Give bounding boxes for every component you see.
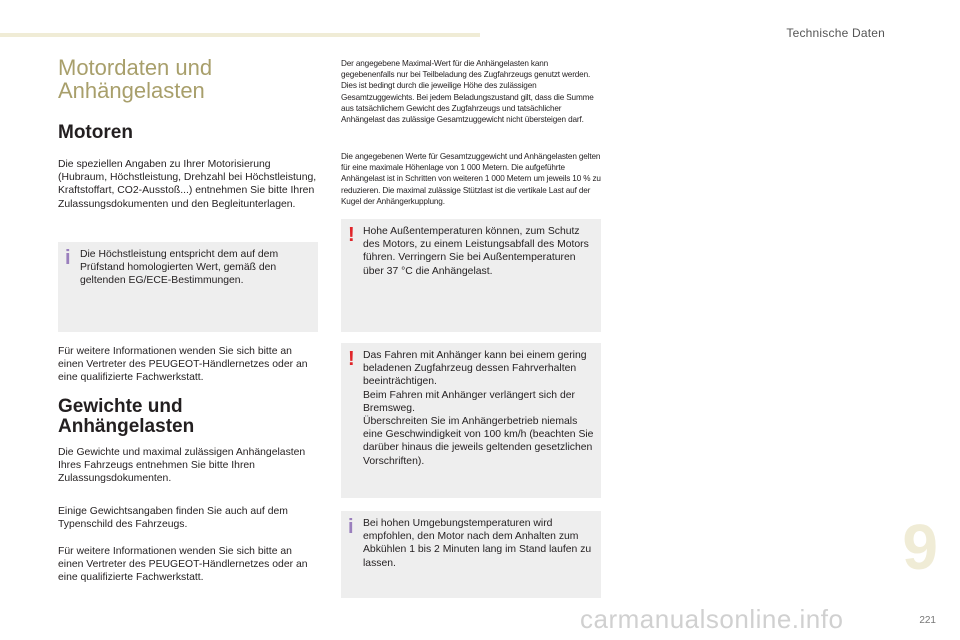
info-icon: i <box>348 516 354 538</box>
chapter-number: 9 <box>902 511 938 583</box>
warning-trailer-speed: Überschreiten Sie im Anhängerbetrieb niemals eine Geschwindigkeit von 100 km/h (beachten Sie darüber hinaus die jeweils geltenden gesetzlichen Vorschriften). <box>363 416 594 467</box>
header-accent-bar <box>0 33 480 37</box>
page-number: 221 <box>919 615 936 626</box>
info-box-power <box>58 242 318 332</box>
warning-trailer-braking: Beim Fahren mit Anhänger verlängert sich der Bremsweg. <box>363 389 575 414</box>
warning-box-temperature <box>341 219 601 332</box>
watermark: carmanualsonline.info <box>580 604 844 634</box>
warning-box-trailer-text <box>363 349 595 468</box>
info-box-cooling <box>341 511 601 598</box>
weights-heading <box>58 397 194 437</box>
weights-text: Die Gewichte und maximal zulässigen Anhängelasten Ihres Fahrzeugs entnehmen Sie bitte Ihren Zulassungsdokumenten. <box>58 447 306 485</box>
section-label: Technische Daten <box>786 26 885 40</box>
weights-plate-text: Einige Gewichtsangaben finden Sie auch auf dem Typenschild des Fahrzeugs. <box>58 506 288 531</box>
engines-heading: Motoren <box>58 122 133 143</box>
weights-more-info: Für weitere Informationen wenden Sie sich bitte an einen Vertreter des PEUGEOT-Händlernetzes oder an eine qualifizierte Fachwerkstatt. <box>58 546 308 584</box>
engines-more-info: Für weitere Informationen wenden Sie sich bitte an einen Vertreter des PEUGEOT-Händlernetzes oder an eine qualifizierte Fachwerkstatt. <box>58 346 308 384</box>
warning-box-temperature-text: Hohe Außentemperaturen können, zum Schutz des Motors, zu einem Leistungsabfall des Motors führen. Verringern Sie bei Außentemperaturen über 37 °C die Anhängelast. <box>363 226 589 277</box>
info-icon: i <box>65 247 71 269</box>
towing-note-1: Der angegebene Maximal-Wert für die Anhängelasten kann gegebenenfalls nur bei Teilbeladung des Zugfahrzeugs genutzt werden. Dies ist bedingt durch die jeweilige Höhe des zulässigen Gesamtzuggewichts. Bei jedem Beladungszustand gilt, dass die Summe aus tatsächlichem Gewicht des Zugfahrzeugs und tatsächlicher Anhängelast das zulässige Gesamtzuggewicht nicht übersteigen darf. <box>341 59 594 125</box>
towing-note-2: Die angegebenen Werte für Gesamtzuggewicht und Anhängelasten gelten für eine maximale Höhenlage von 1 000 Metern. Die aufgeführte Anhängelast ist in Schritten von weiteren 1 000 Metern um jeweils 10 % zu reduzieren. Die maximal zulässige Stützlast ist die vertikale Last auf der Kugel der Anhängerkupplung. <box>341 152 601 206</box>
page-title-line-1: Motordaten und <box>58 55 213 80</box>
warning-icon: ! <box>348 224 355 246</box>
left-column <box>58 56 320 102</box>
info-box-cooling-text: Bei hohen Umgebungstemperaturen wird empfohlen, den Motor nach dem Anhalten zum Abkühlen 1 bis 2 Minuten lang im Stand laufen zu lassen. <box>363 518 592 569</box>
info-box-power-text: Die Höchstleistung entspricht dem auf dem Prüfstand homologierten Wert, gemäß den geltenden EG/ECE-Bestimmungen. <box>80 249 279 287</box>
page-title-line-2: Anhängelasten <box>58 78 205 103</box>
engines-text: Die speziellen Angaben zu Ihrer Motorisierung (Hubraum, Höchstleistung, Drehzahl bei Höchstleistung, Kraftstoffart, CO2-Ausstoß...) entnehmen Sie bitte Ihren Zulassungsdokumenten und den Begleitunterlagen. <box>58 159 317 210</box>
warning-box-trailer <box>341 343 601 498</box>
page-title <box>58 56 320 102</box>
weights-heading-line-2: Anhängelasten <box>58 416 195 437</box>
warning-icon: ! <box>348 348 355 370</box>
weights-heading-line-1: Gewichte und <box>58 396 183 417</box>
warning-trailer-handling: Das Fahren mit Anhänger kann bei einem gering beladenen Zugfahrzeug dessen Fahrverhalten beeinträchtigen. <box>363 350 587 388</box>
